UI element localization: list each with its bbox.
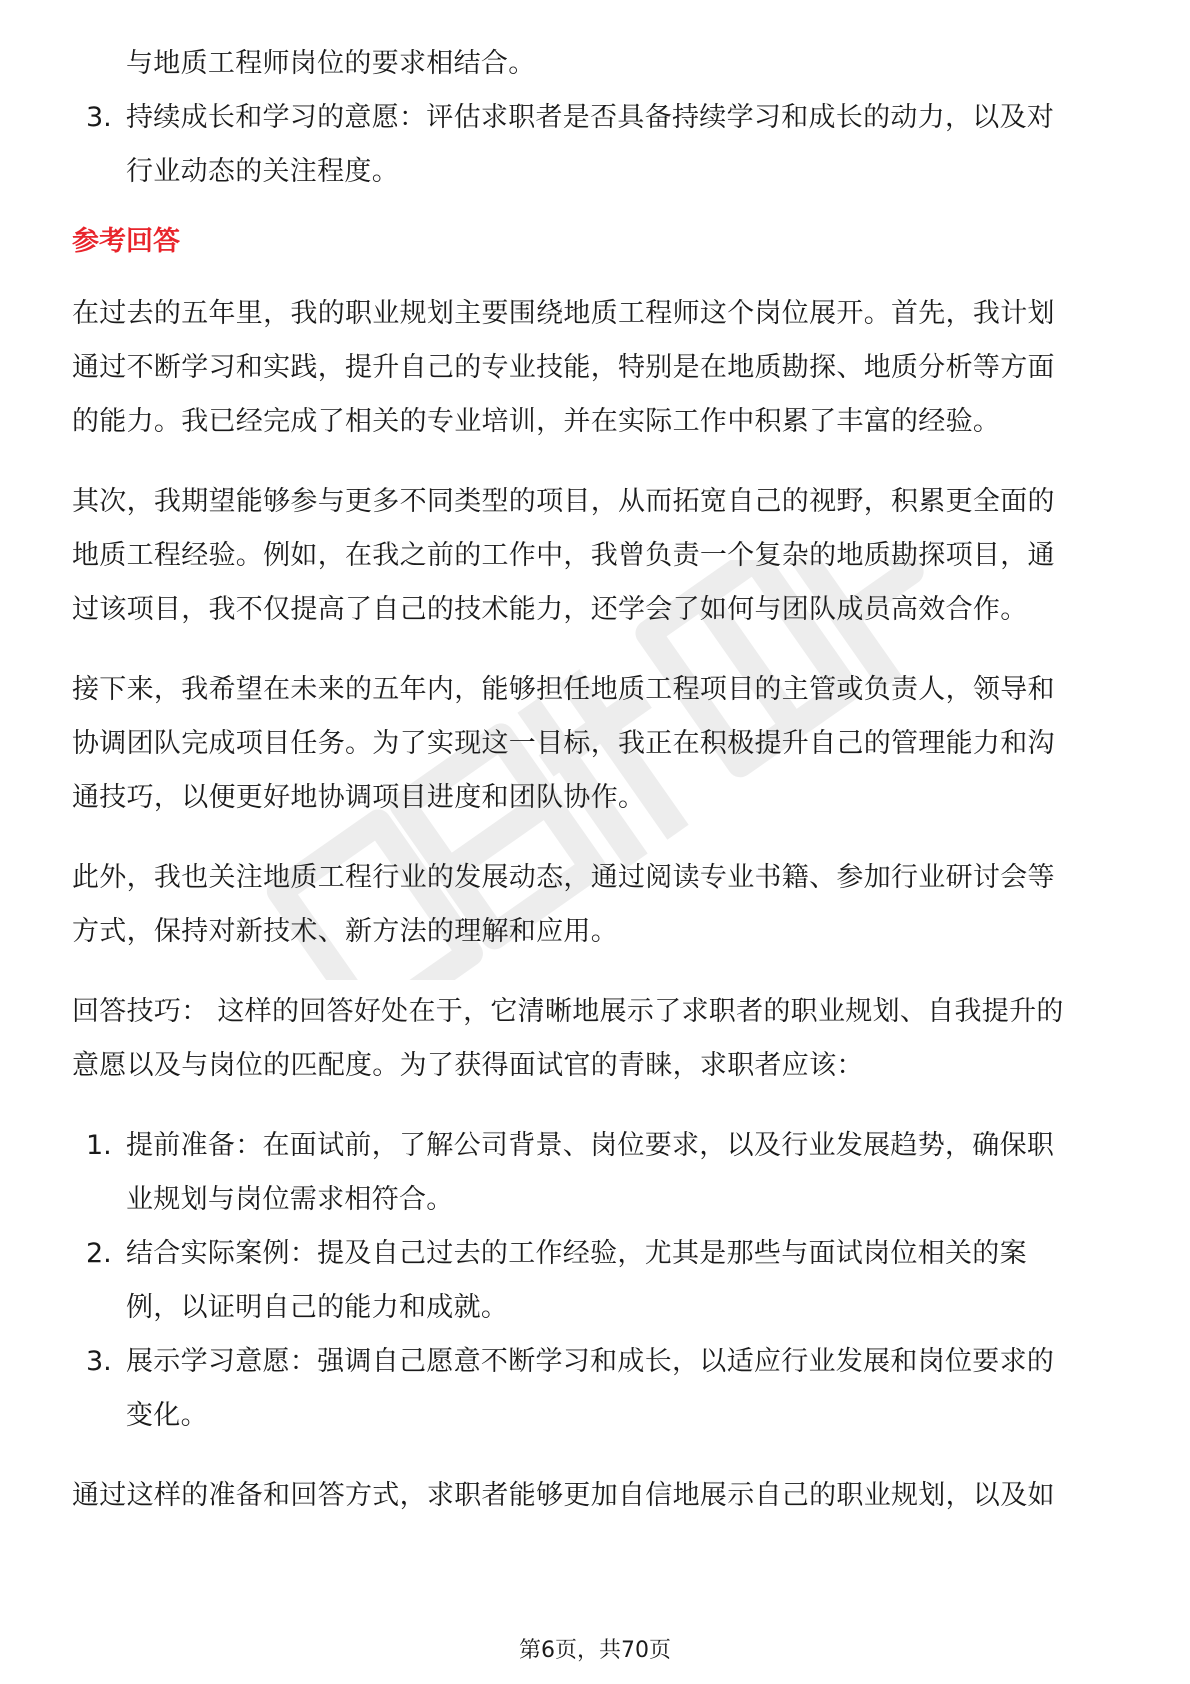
tips-item-1-line-2: 业规划与岗位需求相符合。 [126,1184,454,1215]
tips-item-2-line-2: 例，以证明自己的能力和成就。 [126,1292,509,1323]
paragraph-1-line-2: 通过不断学习和实践，提升自己的专业技能，特别是在地质勘探、地质分析等方面 [72,352,1055,383]
paragraph-4-line-1: 此外，我也关注地质工程行业的发展动态，通过阅读专业书籍、参加行业研讨会等 [72,862,1055,893]
paragraph-2-line-2: 地质工程经验。例如，在我之前的工作中，我曾负责一个复杂的地质勘探项目，通 [72,540,1055,571]
paragraph-3-line-3: 通技巧，以便更好地协调项目进度和团队协作。 [72,782,646,813]
section-heading: 参考回答 [72,226,180,257]
paragraph-1-line-3: 的能力。我已经完成了相关的专业培训，并在实际工作中积累了丰富的经验。 [72,406,1001,437]
list-item-3-number: 3. [86,102,112,133]
closing-paragraph-line-1: 通过这样的准备和回答方式，求职者能够更加自信地展示自己的职业规划，以及如 [72,1480,1055,1511]
list-item-2-continuation: 与地质工程师岗位的要求相结合。 [126,48,536,79]
paragraph-2-line-1: 其次，我期望能够参与更多不同类型的项目，从而拓宽自己的视野，积累更全面的 [72,486,1055,517]
tips-item-3-line-2: 变化。 [126,1400,208,1431]
tips-item-2-number: 2. [86,1238,112,1269]
paragraph-3-line-1: 接下来，我希望在未来的五年内，能够担任地质工程项目的主管或负责人，领导和 [72,674,1055,705]
list-item-3-line-2: 行业动态的关注程度。 [126,156,399,187]
tips-item-3-line-1: 展示学习意愿：强调自己愿意不断学习和成长，以适应行业发展和岗位要求的 [126,1346,1055,1377]
list-item-3-line-1: 持续成长和学习的意愿：评估求职者是否具备持续学习和成长的动力，以及对 [126,102,1055,133]
tips-item-1-line-1: 提前准备：在面试前，了解公司背景、岗位要求，以及行业发展趋势，确保职 [126,1130,1055,1161]
paragraph-5-line-1: 回答技巧： 这样的回答好处在于，它清晰地展示了求职者的职业规划、自我提升的 [72,996,1064,1027]
tips-item-2-line-1: 结合实际案例：提及自己过去的工作经验，尤其是那些与面试岗位相关的案 [126,1238,1027,1269]
paragraph-4-line-2: 方式，保持对新技术、新方法的理解和应用。 [72,916,618,947]
paragraph-3-line-2: 协调团队完成项目任务。为了实现这一目标，我正在积极提升自己的管理能力和沟 [72,728,1055,759]
tips-item-3-number: 3. [86,1346,112,1377]
paragraph-2-line-3: 过该项目，我不仅提高了自己的技术能力，还学会了如何与团队成员高效合作。 [72,594,1028,625]
paragraph-5-line-2: 意愿以及与岗位的匹配度。为了获得面试官的青睐，求职者应该： [72,1050,864,1081]
paragraph-1-line-1: 在过去的五年里，我的职业规划主要围绕地质工程师这个岗位展开。首先，我计划 [72,298,1055,329]
tips-item-1-number: 1. [86,1130,112,1161]
page-footer: 第6页，共70页 [519,1638,671,1663]
